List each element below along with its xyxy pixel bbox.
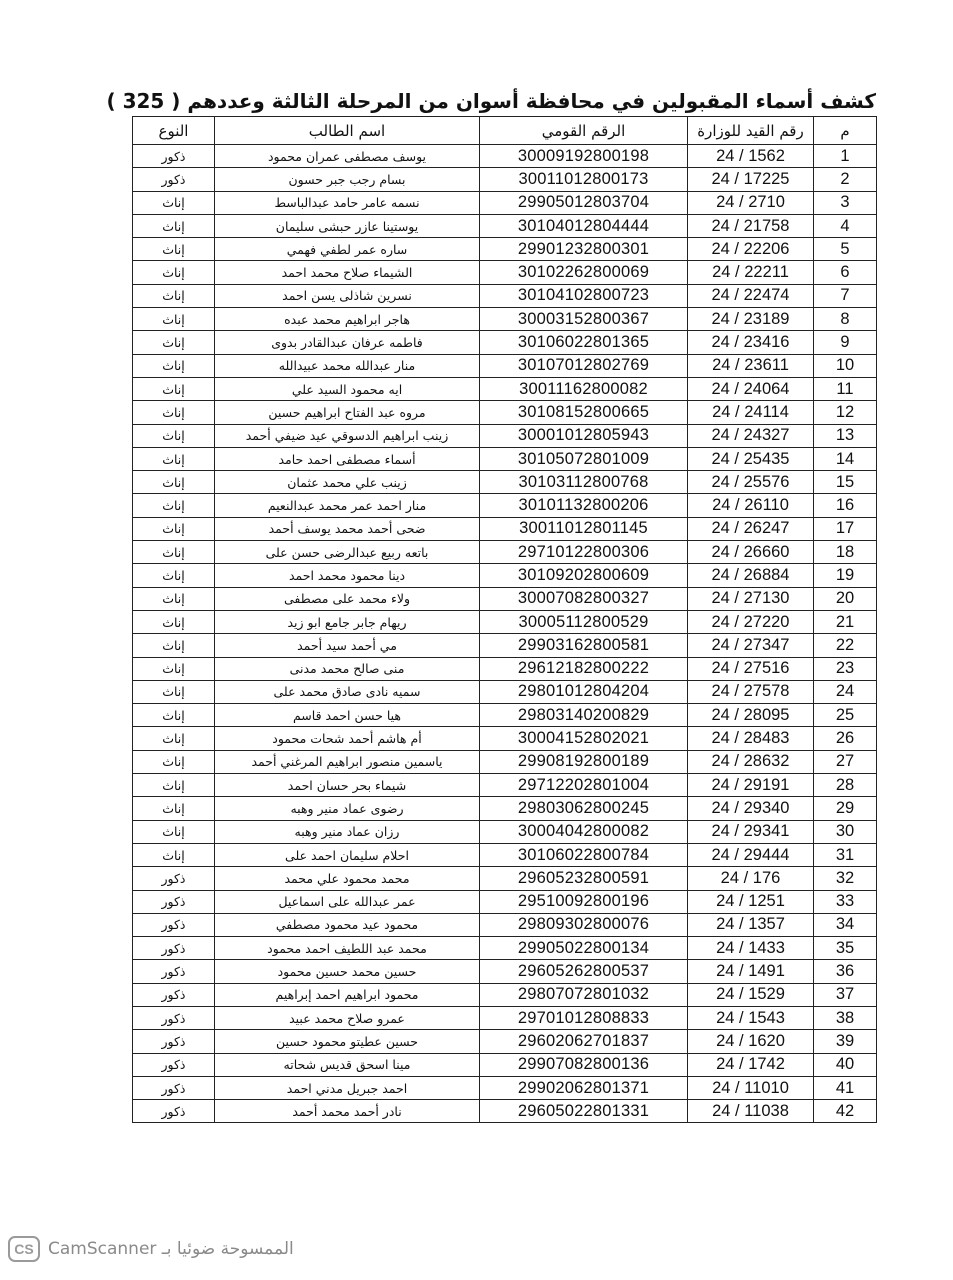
table-row (133, 727, 877, 750)
cell-ministry-reg: 24 / 29341 (688, 820, 814, 843)
cell-gender: إناث (133, 308, 215, 331)
table-row (133, 447, 877, 470)
cell-student-name: بسام رجب جبر حسون (215, 168, 480, 191)
table-row (133, 983, 877, 1006)
cell-ministry-reg: 24 / 25435 (688, 447, 814, 470)
cell-ministry-reg: 24 / 27130 (688, 587, 814, 610)
cell-serial: 22 (814, 634, 877, 657)
cell-gender: إناث (133, 284, 215, 307)
cell-gender: إناث (133, 354, 215, 377)
table-row (133, 424, 877, 447)
cell-ministry-reg: 24 / 1251 (688, 890, 814, 913)
table-row (133, 704, 877, 727)
cell-gender: إناث (133, 564, 215, 587)
cell-student-name: عمرو صلاح محمد عبيد (215, 1006, 480, 1029)
cell-serial: 5 (814, 238, 877, 261)
cell-national-id: 29901232800301 (480, 238, 688, 261)
table-row (133, 284, 877, 307)
admitted-students-table (132, 116, 877, 1123)
cell-gender: ذكور (133, 983, 215, 1006)
cell-national-id: 30102262800069 (480, 261, 688, 284)
cell-ministry-reg: 24 / 29444 (688, 843, 814, 866)
cell-national-id: 29807072801032 (480, 983, 688, 1006)
cell-gender: إناث (133, 401, 215, 424)
table-row (133, 774, 877, 797)
cell-national-id: 29612182800222 (480, 657, 688, 680)
cell-student-name: نسرين شاذلى يسن احمد (215, 284, 480, 307)
cell-gender: إناث (133, 820, 215, 843)
cell-serial: 25 (814, 704, 877, 727)
cell-student-name: ياسمين منصور ابراهيم المرغني أحمد (215, 750, 480, 773)
cell-student-name: مي أحمد سيد أحمد (215, 634, 480, 657)
cell-national-id: 30104102800723 (480, 284, 688, 307)
camscanner-text: الممسوحة ضوئيا بـ CamScanner (48, 1239, 294, 1259)
table-row (133, 517, 877, 540)
cell-gender: إناث (133, 634, 215, 657)
cell-national-id: 29602062701837 (480, 1030, 688, 1053)
cell-serial: 28 (814, 774, 877, 797)
cell-gender: ذكور (133, 1006, 215, 1029)
cell-student-name: محمود ابراهيم احمد إبراهيم (215, 983, 480, 1006)
cell-ministry-reg: 24 / 22211 (688, 261, 814, 284)
column-header-gender: النوع (133, 117, 215, 145)
cell-gender: إناث (133, 797, 215, 820)
cell-gender: إناث (133, 774, 215, 797)
cell-student-name: أسماء مصطفى احمد حامد (215, 447, 480, 470)
table-row (133, 494, 877, 517)
table-row (133, 331, 877, 354)
table-row (133, 354, 877, 377)
cell-ministry-reg: 24 / 24114 (688, 401, 814, 424)
camscanner-watermark (8, 1234, 294, 1264)
cell-national-id: 30104012804444 (480, 214, 688, 237)
table-row (133, 634, 877, 657)
cell-serial: 10 (814, 354, 877, 377)
cell-serial: 39 (814, 1030, 877, 1053)
column-header-serial: م (814, 117, 877, 145)
cell-national-id: 30011162800082 (480, 377, 688, 400)
cell-student-name: حسين عطيتو محمود حسين (215, 1030, 480, 1053)
cell-ministry-reg: 24 / 1433 (688, 937, 814, 960)
cell-serial: 17 (814, 517, 877, 540)
table-row (133, 191, 877, 214)
cell-student-name: منار عبدالله محمد عبيدالله (215, 354, 480, 377)
cell-national-id: 29712202801004 (480, 774, 688, 797)
cell-national-id: 30108152800665 (480, 401, 688, 424)
cell-student-name: مينا اسحق قديس شحاته (215, 1053, 480, 1076)
cell-ministry-reg: 24 / 23189 (688, 308, 814, 331)
table-row (133, 610, 877, 633)
cell-ministry-reg: 24 / 23611 (688, 354, 814, 377)
cell-serial: 34 (814, 913, 877, 936)
cell-ministry-reg: 24 / 1620 (688, 1030, 814, 1053)
cell-serial: 31 (814, 843, 877, 866)
cell-gender: ذكور (133, 890, 215, 913)
table-row (133, 960, 877, 983)
cell-student-name: يوسف مصطفى عمران محمود (215, 145, 480, 168)
cell-gender: إناث (133, 214, 215, 237)
cell-serial: 33 (814, 890, 877, 913)
cell-serial: 15 (814, 471, 877, 494)
cell-ministry-reg: 24 / 26247 (688, 517, 814, 540)
cell-national-id: 29605022801331 (480, 1100, 688, 1123)
column-header-national-id: الرقم القومي (480, 117, 688, 145)
cell-serial: 38 (814, 1006, 877, 1029)
cell-gender: إناث (133, 843, 215, 866)
cell-national-id: 29905012803704 (480, 191, 688, 214)
table-row (133, 471, 877, 494)
cell-serial: 6 (814, 261, 877, 284)
table-row (133, 1053, 877, 1076)
cell-student-name: أم هاشم أحمد شحات محمود (215, 727, 480, 750)
cell-gender: إناث (133, 727, 215, 750)
cell-national-id: 30004042800082 (480, 820, 688, 843)
cell-gender: إناث (133, 517, 215, 540)
cell-national-id: 30003152800367 (480, 308, 688, 331)
cell-gender: إناث (133, 541, 215, 564)
cell-ministry-reg: 24 / 2710 (688, 191, 814, 214)
cell-ministry-reg: 24 / 28632 (688, 750, 814, 773)
table-row (133, 168, 877, 191)
cell-serial: 12 (814, 401, 877, 424)
cell-student-name: ضحى أحمد محمد يوسف أحمد (215, 517, 480, 540)
cell-student-name: سميه نادى صادق محمد على (215, 680, 480, 703)
cell-serial: 24 (814, 680, 877, 703)
cell-student-name: رزان عماد منير وهبه (215, 820, 480, 843)
cell-national-id: 29809302800076 (480, 913, 688, 936)
cell-ministry-reg: 24 / 1357 (688, 913, 814, 936)
cell-serial: 8 (814, 308, 877, 331)
table-row (133, 913, 877, 936)
cell-student-name: نادر أحمد محمد أحمد (215, 1100, 480, 1123)
cell-gender: إناث (133, 750, 215, 773)
cell-serial: 26 (814, 727, 877, 750)
cell-national-id: 29605232800591 (480, 867, 688, 890)
cell-ministry-reg: 24 / 24327 (688, 424, 814, 447)
cell-student-name: نسمه عامر حامد عبدالباسط (215, 191, 480, 214)
cell-student-name: منى صالح محمد مدنى (215, 657, 480, 680)
cell-gender: إناث (133, 191, 215, 214)
cell-student-name: منار احمد عمر محمد عبدالنعيم (215, 494, 480, 517)
table-row (133, 1076, 877, 1099)
cell-serial: 29 (814, 797, 877, 820)
cell-ministry-reg: 24 / 1529 (688, 983, 814, 1006)
cell-serial: 40 (814, 1053, 877, 1076)
cell-student-name: دينا محمود محمد احمد (215, 564, 480, 587)
cell-student-name: رضوى عماد منير وهبه (215, 797, 480, 820)
cell-student-name: يوستينا عازر حبشى سليمان (215, 214, 480, 237)
cell-ministry-reg: 24 / 29340 (688, 797, 814, 820)
cell-serial: 14 (814, 447, 877, 470)
table-row (133, 377, 877, 400)
cell-serial: 11 (814, 377, 877, 400)
table-row (133, 1030, 877, 1053)
cell-gender: ذكور (133, 1076, 215, 1099)
cell-national-id: 30106022801365 (480, 331, 688, 354)
column-header-student-name: اسم الطالب (215, 117, 480, 145)
cell-ministry-reg: 24 / 27516 (688, 657, 814, 680)
cell-ministry-reg: 24 / 176 (688, 867, 814, 890)
cell-student-name: هيا حسن احمد قاسم (215, 704, 480, 727)
table-row (133, 820, 877, 843)
cell-serial: 19 (814, 564, 877, 587)
cell-ministry-reg: 24 / 25576 (688, 471, 814, 494)
cell-gender: إناث (133, 494, 215, 517)
cell-national-id: 30105072801009 (480, 447, 688, 470)
cell-student-name: زينب علي محمد عثمان (215, 471, 480, 494)
cell-student-name: محمود عيد محمود مصطفي (215, 913, 480, 936)
table-row (133, 797, 877, 820)
cell-gender: ذكور (133, 913, 215, 936)
cell-ministry-reg: 24 / 11038 (688, 1100, 814, 1123)
cell-ministry-reg: 24 / 11010 (688, 1076, 814, 1099)
cell-national-id: 29903162800581 (480, 634, 688, 657)
cell-gender: ذكور (133, 960, 215, 983)
cell-student-name: محمد محمود علي محمد (215, 867, 480, 890)
table-row (133, 843, 877, 866)
cell-gender: ذكور (133, 168, 215, 191)
cell-serial: 23 (814, 657, 877, 680)
cell-gender: إناث (133, 447, 215, 470)
cell-gender: إناث (133, 331, 215, 354)
cell-serial: 27 (814, 750, 877, 773)
cell-student-name: هاجر ابراهيم محمد عبده (215, 308, 480, 331)
cell-serial: 36 (814, 960, 877, 983)
cell-student-name: ايه محمود السيد علي (215, 377, 480, 400)
cell-serial: 18 (814, 541, 877, 564)
table-row (133, 657, 877, 680)
cell-student-name: شيماء بحر حسان احمد (215, 774, 480, 797)
cell-national-id: 29510092800196 (480, 890, 688, 913)
cell-ministry-reg: 24 / 1742 (688, 1053, 814, 1076)
table-row (133, 937, 877, 960)
cell-national-id: 30109202800609 (480, 564, 688, 587)
cell-national-id: 29801012804204 (480, 680, 688, 703)
cell-ministry-reg: 24 / 1491 (688, 960, 814, 983)
cell-gender: إناث (133, 238, 215, 261)
cell-serial: 13 (814, 424, 877, 447)
table-row (133, 867, 877, 890)
cell-student-name: زينب ابراهيم الدسوقي عيد ضيفي أحمد (215, 424, 480, 447)
cell-serial: 16 (814, 494, 877, 517)
cell-gender: إناث (133, 680, 215, 703)
cell-student-name: ريهام جابر جامع ابو زيد (215, 610, 480, 633)
table-row (133, 145, 877, 168)
cell-ministry-reg: 24 / 1543 (688, 1006, 814, 1029)
cell-gender: إناث (133, 261, 215, 284)
camscanner-logo: CS (8, 1236, 40, 1262)
cell-ministry-reg: 24 / 26110 (688, 494, 814, 517)
cell-serial: 1 (814, 145, 877, 168)
table-row (133, 750, 877, 773)
cell-serial: 20 (814, 587, 877, 610)
cell-student-name: محمد عبد اللطيف احمد محمود (215, 937, 480, 960)
cell-ministry-reg: 24 / 26660 (688, 541, 814, 564)
cell-national-id: 29710122800306 (480, 541, 688, 564)
table-row (133, 308, 877, 331)
table-row (133, 214, 877, 237)
cell-ministry-reg: 24 / 26884 (688, 564, 814, 587)
cell-ministry-reg: 24 / 17225 (688, 168, 814, 191)
cell-national-id: 29701012808833 (480, 1006, 688, 1029)
cell-ministry-reg: 24 / 23416 (688, 331, 814, 354)
cell-ministry-reg: 24 / 28483 (688, 727, 814, 750)
cell-national-id: 29902062801371 (480, 1076, 688, 1099)
cell-student-name: الشيماء صلاح محمد احمد (215, 261, 480, 284)
cell-ministry-reg: 24 / 27220 (688, 610, 814, 633)
cell-national-id: 30007082800327 (480, 587, 688, 610)
cell-ministry-reg: 24 / 22474 (688, 284, 814, 307)
table-body (133, 145, 877, 1123)
table-row (133, 238, 877, 261)
cell-national-id: 30011012800173 (480, 168, 688, 191)
cell-national-id: 30009192800198 (480, 145, 688, 168)
table-row (133, 1006, 877, 1029)
cell-national-id: 30101132800206 (480, 494, 688, 517)
cell-national-id: 30107012802769 (480, 354, 688, 377)
cell-national-id: 29907082800136 (480, 1053, 688, 1076)
cell-student-name: ولاء محمد على مصطفى (215, 587, 480, 610)
cell-national-id: 29605262800537 (480, 960, 688, 983)
cell-serial: 3 (814, 191, 877, 214)
cell-national-id: 30001012805943 (480, 424, 688, 447)
cell-serial: 37 (814, 983, 877, 1006)
cell-student-name: احمد جبريل مدني احمد (215, 1076, 480, 1099)
cell-ministry-reg: 24 / 22206 (688, 238, 814, 261)
cell-national-id: 30004152802021 (480, 727, 688, 750)
cell-serial: 32 (814, 867, 877, 890)
cell-national-id: 30106022800784 (480, 843, 688, 866)
table-row (133, 1100, 877, 1123)
cell-ministry-reg: 24 / 24064 (688, 377, 814, 400)
cell-ministry-reg: 24 / 27347 (688, 634, 814, 657)
cell-student-name: ساره عمر لطفي فهمي (215, 238, 480, 261)
cell-gender: إناث (133, 587, 215, 610)
cell-ministry-reg: 24 / 1562 (688, 145, 814, 168)
cell-serial: 2 (814, 168, 877, 191)
cell-national-id: 29908192800189 (480, 750, 688, 773)
cell-gender: ذكور (133, 1100, 215, 1123)
table-header-row (133, 117, 877, 145)
cell-gender: ذكور (133, 937, 215, 960)
table-row (133, 564, 877, 587)
cell-serial: 9 (814, 331, 877, 354)
cell-national-id: 29803140200829 (480, 704, 688, 727)
cell-gender: إناث (133, 704, 215, 727)
table-row (133, 680, 877, 703)
cell-student-name: مروه عبد الفتاح ابراهيم حسين (215, 401, 480, 424)
cell-serial: 41 (814, 1076, 877, 1099)
cell-serial: 42 (814, 1100, 877, 1123)
cell-ministry-reg: 24 / 28095 (688, 704, 814, 727)
table-row (133, 890, 877, 913)
table-row (133, 261, 877, 284)
cell-serial: 4 (814, 214, 877, 237)
cell-national-id: 30011012801145 (480, 517, 688, 540)
table-row (133, 401, 877, 424)
cell-student-name: عمر عبدالله على اسماعيل (215, 890, 480, 913)
cell-serial: 30 (814, 820, 877, 843)
cell-gender: ذكور (133, 1030, 215, 1053)
cell-serial: 7 (814, 284, 877, 307)
cell-student-name: حسين محمد حسين محمود (215, 960, 480, 983)
cell-national-id: 30005112800529 (480, 610, 688, 633)
cell-gender: إناث (133, 424, 215, 447)
cell-national-id: 29803062800245 (480, 797, 688, 820)
cell-national-id: 29905022800134 (480, 937, 688, 960)
cell-gender: إناث (133, 610, 215, 633)
cell-serial: 35 (814, 937, 877, 960)
cell-ministry-reg: 24 / 21758 (688, 214, 814, 237)
cell-gender: إناث (133, 471, 215, 494)
cell-ministry-reg: 24 / 27578 (688, 680, 814, 703)
table-row (133, 587, 877, 610)
cell-serial: 21 (814, 610, 877, 633)
cell-student-name: احلام سليمان احمد على (215, 843, 480, 866)
cell-student-name: باتعه ربيع عبدالرضى حسن على (215, 541, 480, 564)
cell-national-id: 30103112800768 (480, 471, 688, 494)
cell-gender: ذكور (133, 145, 215, 168)
column-header-ministry-reg: رقم القيد للوزارة (688, 117, 814, 145)
cell-gender: إناث (133, 377, 215, 400)
cell-ministry-reg: 24 / 29191 (688, 774, 814, 797)
cell-gender: ذكور (133, 1053, 215, 1076)
cell-gender: ذكور (133, 867, 215, 890)
table-row (133, 541, 877, 564)
document-title: كشف أسماء المقبولين في محافظة أسوان من المرحلة الثالثة وعددهم ( 325 ) (106, 89, 876, 113)
cell-gender: إناث (133, 657, 215, 680)
cell-student-name: فاطمه عرفان عبدالقادر بدوى (215, 331, 480, 354)
